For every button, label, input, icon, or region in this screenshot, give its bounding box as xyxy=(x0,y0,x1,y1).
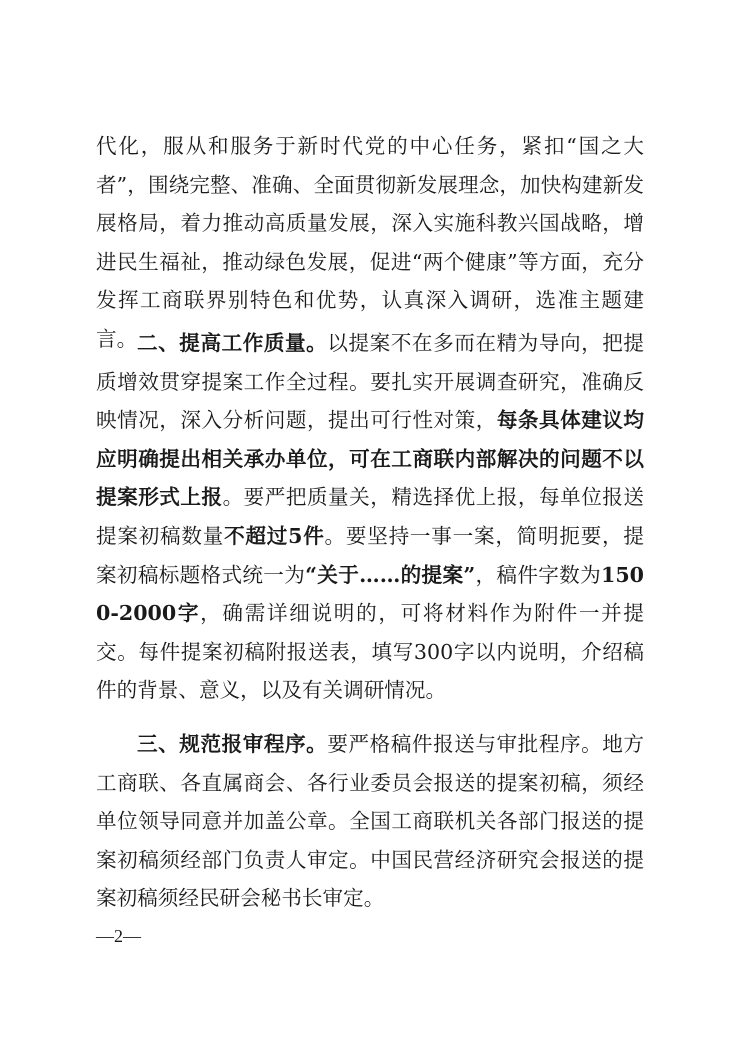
page-number: —2— xyxy=(96,926,141,946)
paragraph-2-text-5: ，确需详细说明的，可将材料作为附件一并提交。每件提案初稿附报送表，填写300字以内说明，介绍稿件的背景、意义，以及有关调研情况。 xyxy=(96,601,644,703)
paragraph-2-text-1: 以提案不在多而在精为导向，把提质增效贯穿提案工作全过程。要扎实开展调查研究，准确反映情况，深入分析问题，提出可行性对策， xyxy=(96,331,645,433)
paragraph-2-bold-2: 不超过5件 xyxy=(224,523,325,548)
section-3-heading: 三、规范报审程序。 xyxy=(137,732,328,756)
paragraph-2-text-3: 。要坚持一事一案，简明扼要，提案初稿标题格式统一为 xyxy=(96,523,644,587)
paragraph-3-text: 要严格稿件报送与审批程序。地方工商联、各直属商会、各行业委员会报送的提案初稿，须经单位领导同意并加盖公章。全国工商联机关各部门报送的提案初稿须经部门负责人审定。中国民营经济研究会报送的提案初稿须经民研会秘书长审定。 xyxy=(96,732,645,911)
paragraph-2-bold-4: 1500-2000字 xyxy=(96,562,644,626)
section-2-heading: 二、提高工作质量。 xyxy=(137,331,328,355)
paragraph-2-text-2: 。要严把质量关，精选择优上报，每单位报送提案初稿数量 xyxy=(96,485,644,548)
paragraph-2-bold-3: “关于……的提案” xyxy=(305,562,476,587)
paragraph-2-bold-1: 每条具体建议均应明确提出相关承办单位，可在工商联内部解决的问题不以提案形式上报 xyxy=(96,408,644,510)
paragraph-2-text-4: ，稿件字数为 xyxy=(475,562,601,587)
paragraph-2 xyxy=(96,324,644,710)
paragraph-3 xyxy=(96,725,644,918)
paragraph-1-text: 代化，服从和服务于新时代党的中心任务，紧扣“国之大者”，围绕完整、准确、全面贯彻新发展理念，加快构建新发展格局，着力推动高质量发展，深入实施科教兴国战略，增进民生福祉，推动绿色发展，促进“两个健康”等方面，充分发挥工商联界别特色和优势，认真深入调研，选准主题建言。 xyxy=(96,134,644,351)
